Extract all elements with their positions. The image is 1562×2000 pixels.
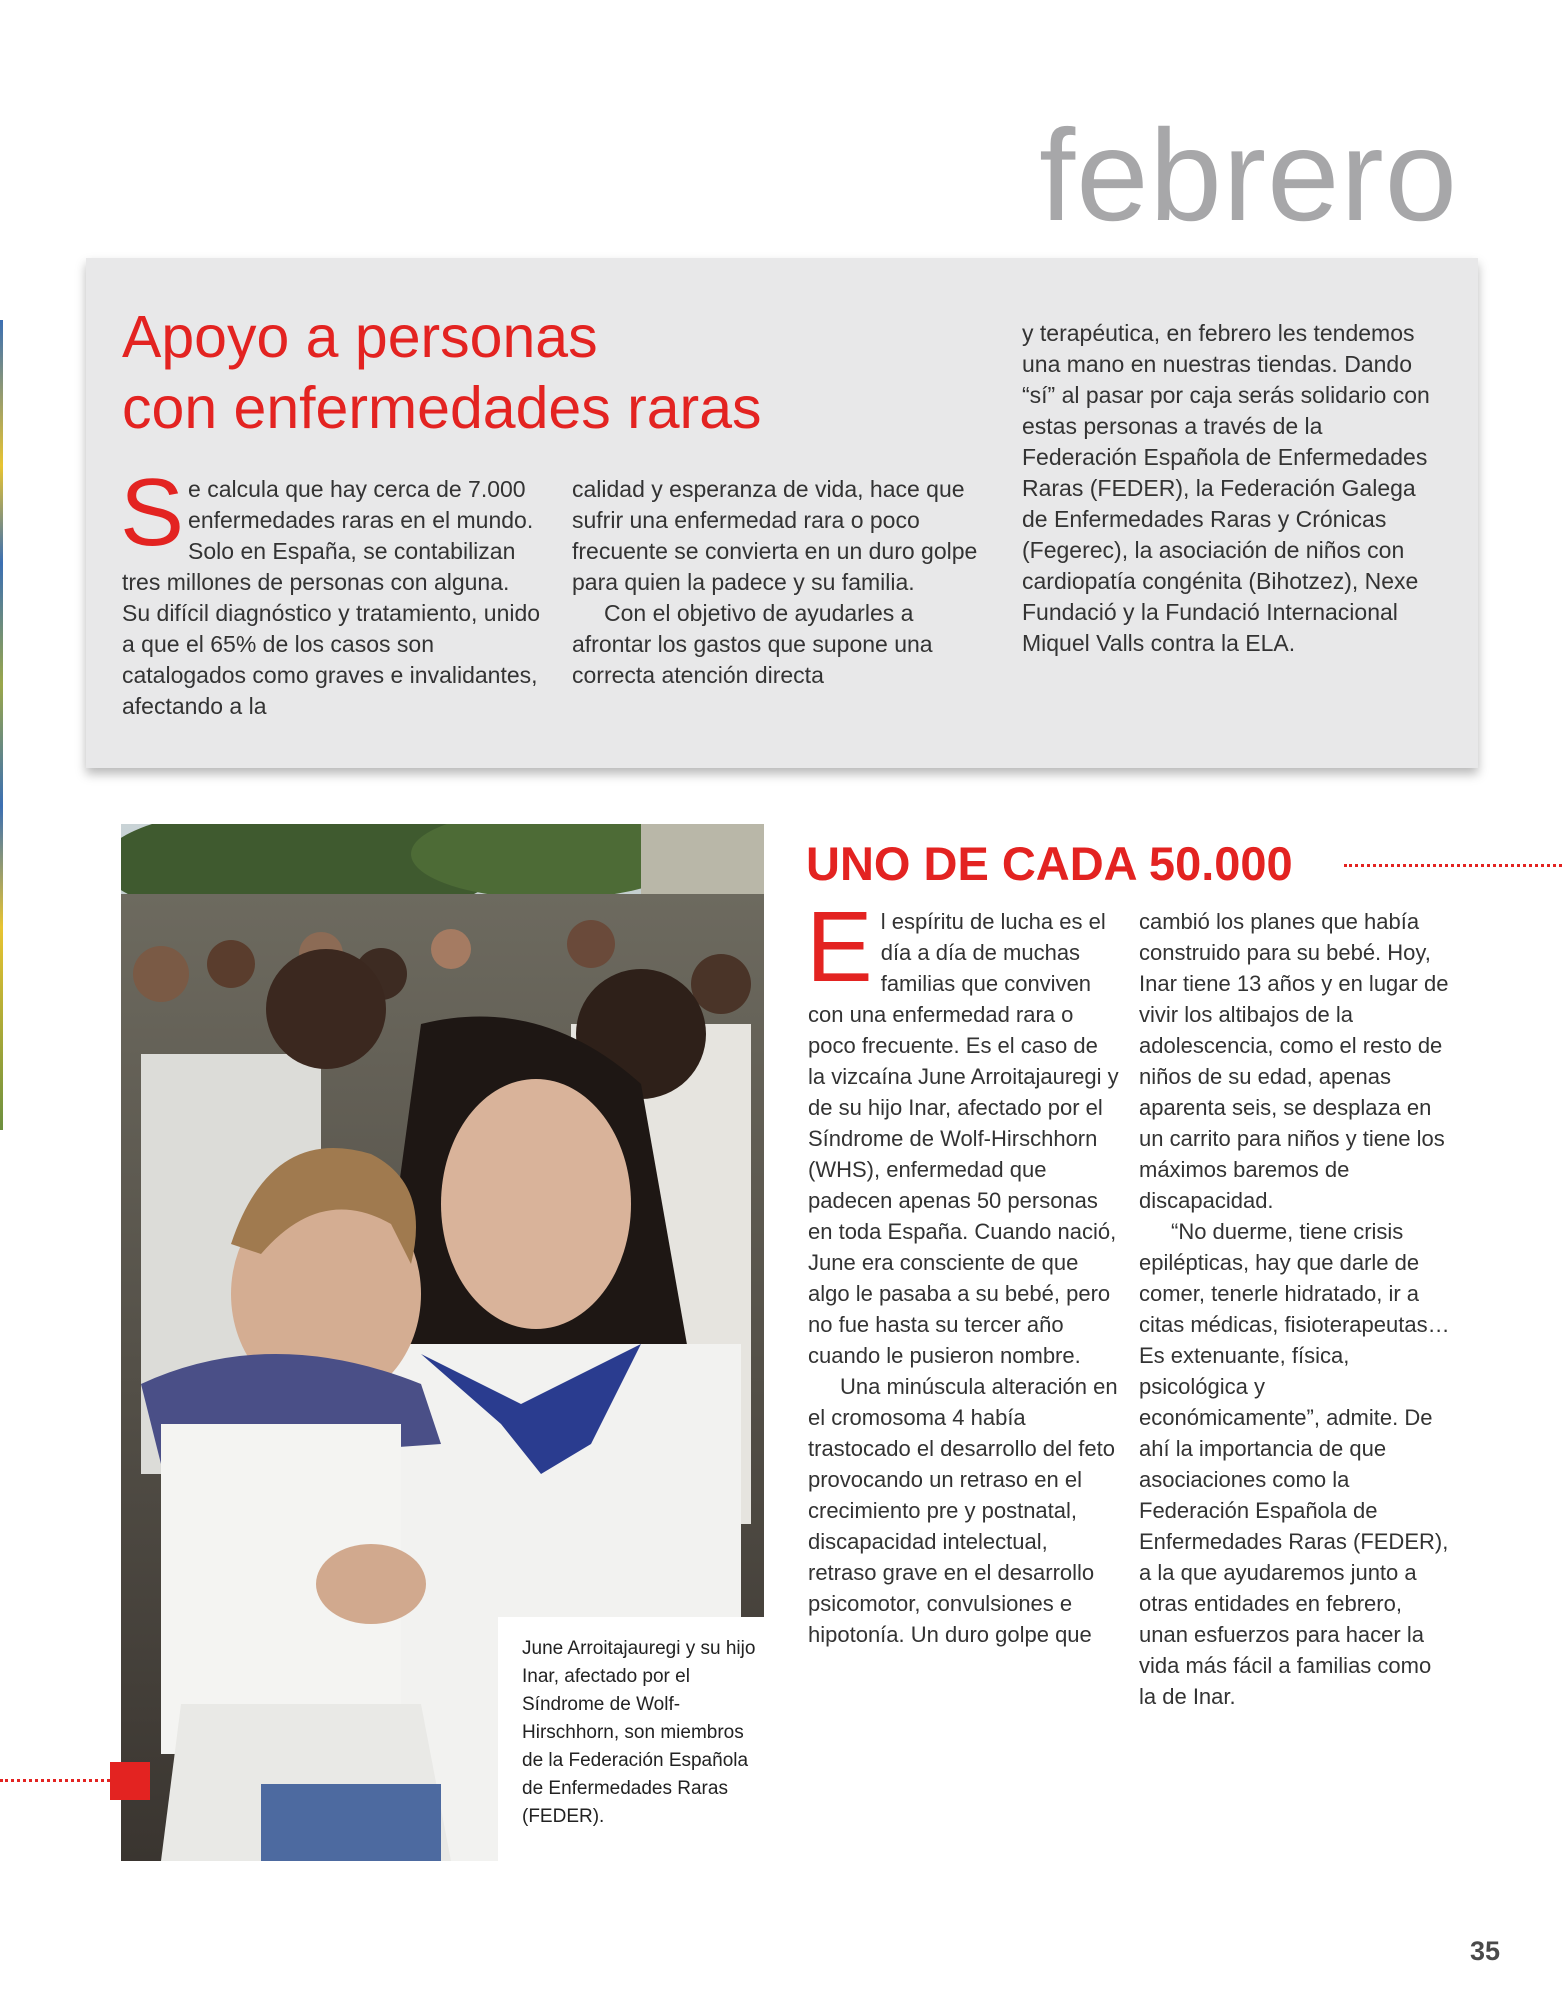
photo-caption: [498, 1617, 764, 1861]
dotted-rule-heading: [1344, 864, 1562, 867]
drop-cap: S: [120, 459, 185, 566]
intro-column-3: [1022, 318, 1442, 659]
page-edge-strip: [0, 320, 3, 1130]
intro-paragraph-1b: calidad y esperanza de vida, hace que sufrir una enfermedad rara o poco frecuente se convierta en un duro golpe para quien la padece y su familia.: [572, 476, 978, 595]
story-column-1: [806, 891, 1120, 1650]
article-title: [122, 302, 982, 444]
story-paragraph-4: “No duerme, tiene crisis epilépticas, hay que darle de comer, tenerle hidratado, ir a citas médicas, fisioterapeutas… Es extenuante, física, psicológica y económicamente”, admite. De ahí la importancia de que asociaciones como la Federación Española de Enfermedades Raras (FEDER), a la que ayudaremos junto a otras entidades en febrero, unan esfuerzos para hacer la vida más fácil a familias como la de Inar.: [1139, 1219, 1450, 1709]
drop-cap-e: E: [806, 891, 873, 1003]
intro-paragraph-2a: Con el objetivo de ayudarles a afrontar los gastos que supone una correcta atención directa: [572, 600, 933, 688]
intro-paragraph-1a: e calcula que hay cerca de 7.000 enfermedades raras en el mundo. Solo en España, se contabilizan tres millones de personas con alguna. Su difícil diagnóstico y tratamiento, unido a que el 65% de los casos son catalogados como graves e invalidantes, afectando a la: [122, 476, 541, 719]
intro-column-1: [120, 459, 542, 722]
title-line-1: Apoyo a personas: [122, 304, 598, 370]
story-column-2: [1139, 906, 1451, 1712]
caption-text: June Arroitajauregi y su hijo Inar, afectado por el Síndrome de Wolf-Hirschhorn, son miembros de la Federación Española de Enfermedades Raras (FEDER).: [522, 1638, 756, 1827]
intro-box: [86, 258, 1478, 768]
story-paragraph-2: Una minúscula alteración en el cromosoma 4 había trastocado el desarrollo del feto provocando un retraso en el crecimiento pre y postnatal, discapacidad intelectual, retraso grave en el desarrollo psicomotor, convulsiones e hipotonía. Un duro golpe que: [808, 1374, 1118, 1647]
dotted-rule-left: [0, 1779, 110, 1782]
page-number: 35: [1469, 1936, 1500, 1966]
intro-column-2: [572, 474, 992, 691]
section-heading: UNO DE CADA 50.000: [806, 837, 1293, 890]
story-paragraph-1: l espíritu de lucha es el día a día de muchas familias que conviven con una enfermedad rara o poco frecuente. Es el caso de la vizcaína June Arroitajauregi y de su hijo Inar, afectado por el Síndrome de Wolf-Hirschhorn (WHS), enfermedad que padecen apenas 50 personas en toda España. Cuando nació, June era consciente de que algo le pasaba a su bebé, pero no fue hasta su tercer año cuando le pusieron nombre.: [808, 909, 1119, 1368]
red-square-marker: [110, 1762, 150, 1800]
month-header: febrero: [1039, 102, 1458, 248]
intro-paragraph-2b: y terapéutica, en febrero les tendemos una mano en nuestras tiendas. Dando “sí” al pasar por caja serás solidario con estas personas a través de la Federación Española de Enfermedades Raras (FEDER), la Federación Galega de Enfermedades Raras y Crónicas (Fegerec), la asociación de niños con cardiopatía congénita (Bihotzez), Nexe Fundació y la Fundació Internacional Miquel Valls contra la ELA.: [1022, 320, 1430, 656]
story-paragraph-3: cambió los planes que había construido para su bebé. Hoy, Inar tiene 13 años y en lugar de vivir los altibajos de la adolescencia, como el resto de niños de su edad, apenas aparenta seis, se desplaza en un carrito para niños y tiene los máximos baremos de discapacidad.: [1139, 909, 1449, 1213]
title-line-2: con enfermedades raras: [122, 375, 762, 441]
